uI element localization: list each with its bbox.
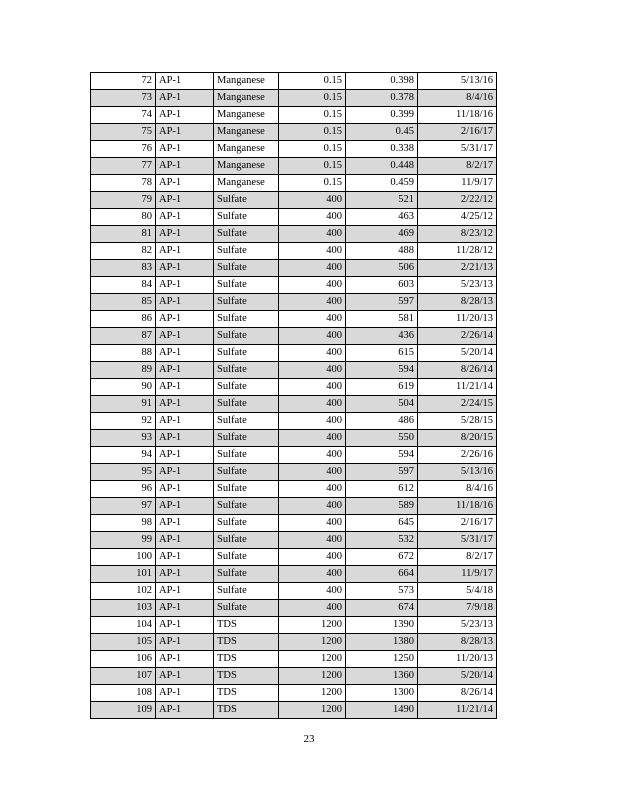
date-cell: 11/20/13 bbox=[418, 651, 497, 668]
parameter-cell: Manganese bbox=[214, 175, 279, 192]
table-row bbox=[91, 600, 497, 617]
date-cell: 11/20/13 bbox=[418, 311, 497, 328]
result-cell: 0.378 bbox=[346, 90, 418, 107]
well-cell: AP-1 bbox=[156, 566, 214, 583]
well-cell: AP-1 bbox=[156, 311, 214, 328]
parameter-cell: Sulfate bbox=[214, 209, 279, 226]
row-number-cell: 88 bbox=[91, 345, 156, 362]
table-row bbox=[91, 515, 497, 532]
result-cell: 463 bbox=[346, 209, 418, 226]
well-cell: AP-1 bbox=[156, 532, 214, 549]
well-cell: AP-1 bbox=[156, 447, 214, 464]
standard-cell: 1200 bbox=[279, 685, 346, 702]
result-cell: 550 bbox=[346, 430, 418, 447]
parameter-cell: Sulfate bbox=[214, 379, 279, 396]
well-cell: AP-1 bbox=[156, 226, 214, 243]
date-cell: 8/23/12 bbox=[418, 226, 497, 243]
well-cell: AP-1 bbox=[156, 107, 214, 124]
row-number-cell: 97 bbox=[91, 498, 156, 515]
result-cell: 672 bbox=[346, 549, 418, 566]
well-cell: AP-1 bbox=[156, 396, 214, 413]
row-number-cell: 96 bbox=[91, 481, 156, 498]
date-cell: 7/9/18 bbox=[418, 600, 497, 617]
table-row bbox=[91, 90, 497, 107]
date-cell: 5/28/15 bbox=[418, 413, 497, 430]
result-cell: 594 bbox=[346, 362, 418, 379]
parameter-cell: TDS bbox=[214, 651, 279, 668]
result-cell: 619 bbox=[346, 379, 418, 396]
date-cell: 8/28/13 bbox=[418, 294, 497, 311]
standard-cell: 400 bbox=[279, 243, 346, 260]
table-row bbox=[91, 566, 497, 583]
parameter-cell: Sulfate bbox=[214, 362, 279, 379]
well-cell: AP-1 bbox=[156, 668, 214, 685]
table-row bbox=[91, 532, 497, 549]
well-cell: AP-1 bbox=[156, 277, 214, 294]
well-cell: AP-1 bbox=[156, 73, 214, 90]
date-cell: 2/26/14 bbox=[418, 328, 497, 345]
row-number-cell: 76 bbox=[91, 141, 156, 158]
standard-cell: 400 bbox=[279, 362, 346, 379]
row-number-cell: 78 bbox=[91, 175, 156, 192]
parameter-cell: Sulfate bbox=[214, 277, 279, 294]
result-cell: 597 bbox=[346, 294, 418, 311]
date-cell: 8/4/16 bbox=[418, 90, 497, 107]
date-cell: 5/4/18 bbox=[418, 583, 497, 600]
result-cell: 1390 bbox=[346, 617, 418, 634]
table-row bbox=[91, 685, 497, 702]
well-cell: AP-1 bbox=[156, 583, 214, 600]
row-number-cell: 94 bbox=[91, 447, 156, 464]
table-row bbox=[91, 124, 497, 141]
result-cell: 589 bbox=[346, 498, 418, 515]
result-cell: 1300 bbox=[346, 685, 418, 702]
table-row bbox=[91, 634, 497, 651]
date-cell: 5/13/16 bbox=[418, 73, 497, 90]
standard-cell: 0.15 bbox=[279, 141, 346, 158]
table-row bbox=[91, 396, 497, 413]
standard-cell: 400 bbox=[279, 379, 346, 396]
well-cell: AP-1 bbox=[156, 515, 214, 532]
parameter-cell: TDS bbox=[214, 685, 279, 702]
standard-cell: 1200 bbox=[279, 634, 346, 651]
parameter-cell: TDS bbox=[214, 617, 279, 634]
standard-cell: 0.15 bbox=[279, 90, 346, 107]
result-cell: 506 bbox=[346, 260, 418, 277]
date-cell: 11/9/17 bbox=[418, 566, 497, 583]
row-number-cell: 73 bbox=[91, 90, 156, 107]
date-cell: 2/22/12 bbox=[418, 192, 497, 209]
result-cell: 597 bbox=[346, 464, 418, 481]
table-row bbox=[91, 481, 497, 498]
row-number-cell: 95 bbox=[91, 464, 156, 481]
well-cell: AP-1 bbox=[156, 141, 214, 158]
row-number-cell: 107 bbox=[91, 668, 156, 685]
standard-cell: 400 bbox=[279, 481, 346, 498]
date-cell: 5/20/14 bbox=[418, 345, 497, 362]
row-number-cell: 80 bbox=[91, 209, 156, 226]
parameter-cell: Manganese bbox=[214, 90, 279, 107]
standard-cell: 400 bbox=[279, 328, 346, 345]
well-cell: AP-1 bbox=[156, 634, 214, 651]
standard-cell: 400 bbox=[279, 583, 346, 600]
row-number-cell: 79 bbox=[91, 192, 156, 209]
parameter-cell: Manganese bbox=[214, 73, 279, 90]
row-number-cell: 92 bbox=[91, 413, 156, 430]
table-row bbox=[91, 345, 497, 362]
table-row bbox=[91, 311, 497, 328]
date-cell: 2/16/17 bbox=[418, 124, 497, 141]
table-row bbox=[91, 107, 497, 124]
standard-cell: 1200 bbox=[279, 617, 346, 634]
result-cell: 0.459 bbox=[346, 175, 418, 192]
table-row bbox=[91, 617, 497, 634]
result-cell: 521 bbox=[346, 192, 418, 209]
row-number-cell: 84 bbox=[91, 277, 156, 294]
parameter-cell: Sulfate bbox=[214, 260, 279, 277]
date-cell: 8/4/16 bbox=[418, 481, 497, 498]
table-row bbox=[91, 413, 497, 430]
well-cell: AP-1 bbox=[156, 685, 214, 702]
standard-cell: 400 bbox=[279, 277, 346, 294]
standard-cell: 400 bbox=[279, 566, 346, 583]
well-cell: AP-1 bbox=[156, 243, 214, 260]
parameter-cell: Sulfate bbox=[214, 311, 279, 328]
row-number-cell: 105 bbox=[91, 634, 156, 651]
result-cell: 573 bbox=[346, 583, 418, 600]
table-row bbox=[91, 668, 497, 685]
result-cell: 664 bbox=[346, 566, 418, 583]
row-number-cell: 108 bbox=[91, 685, 156, 702]
table-row bbox=[91, 192, 497, 209]
well-cell: AP-1 bbox=[156, 124, 214, 141]
row-number-cell: 72 bbox=[91, 73, 156, 90]
parameter-cell: Sulfate bbox=[214, 413, 279, 430]
row-number-cell: 82 bbox=[91, 243, 156, 260]
table-row bbox=[91, 702, 497, 719]
standard-cell: 400 bbox=[279, 600, 346, 617]
table-body bbox=[91, 73, 497, 719]
table-row bbox=[91, 294, 497, 311]
date-cell: 8/20/15 bbox=[418, 430, 497, 447]
standard-cell: 400 bbox=[279, 549, 346, 566]
date-cell: 11/9/17 bbox=[418, 175, 497, 192]
well-cell: AP-1 bbox=[156, 362, 214, 379]
well-cell: AP-1 bbox=[156, 481, 214, 498]
well-cell: AP-1 bbox=[156, 328, 214, 345]
row-number-cell: 99 bbox=[91, 532, 156, 549]
standard-cell: 400 bbox=[279, 192, 346, 209]
well-cell: AP-1 bbox=[156, 600, 214, 617]
row-number-cell: 104 bbox=[91, 617, 156, 634]
table-row bbox=[91, 141, 497, 158]
standard-cell: 0.15 bbox=[279, 73, 346, 90]
parameter-cell: Sulfate bbox=[214, 430, 279, 447]
parameter-cell: Manganese bbox=[214, 158, 279, 175]
parameter-cell: Sulfate bbox=[214, 328, 279, 345]
standard-cell: 400 bbox=[279, 209, 346, 226]
result-cell: 1490 bbox=[346, 702, 418, 719]
table-row bbox=[91, 209, 497, 226]
standard-cell: 400 bbox=[279, 294, 346, 311]
row-number-cell: 91 bbox=[91, 396, 156, 413]
result-cell: 532 bbox=[346, 532, 418, 549]
date-cell: 5/31/17 bbox=[418, 532, 497, 549]
standard-cell: 0.15 bbox=[279, 124, 346, 141]
row-number-cell: 101 bbox=[91, 566, 156, 583]
date-cell: 11/21/14 bbox=[418, 379, 497, 396]
table-row bbox=[91, 651, 497, 668]
date-cell: 8/28/13 bbox=[418, 634, 497, 651]
result-cell: 469 bbox=[346, 226, 418, 243]
table-row bbox=[91, 277, 497, 294]
row-number-cell: 81 bbox=[91, 226, 156, 243]
row-number-cell: 85 bbox=[91, 294, 156, 311]
standard-cell: 0.15 bbox=[279, 175, 346, 192]
table-row bbox=[91, 175, 497, 192]
row-number-cell: 87 bbox=[91, 328, 156, 345]
standard-cell: 400 bbox=[279, 260, 346, 277]
data-table bbox=[90, 72, 497, 719]
parameter-cell: Sulfate bbox=[214, 481, 279, 498]
table-row bbox=[91, 498, 497, 515]
result-cell: 1380 bbox=[346, 634, 418, 651]
page-number: 23 bbox=[303, 733, 315, 745]
date-cell: 8/2/17 bbox=[418, 549, 497, 566]
row-number-cell: 75 bbox=[91, 124, 156, 141]
result-cell: 0.448 bbox=[346, 158, 418, 175]
result-cell: 615 bbox=[346, 345, 418, 362]
result-cell: 603 bbox=[346, 277, 418, 294]
well-cell: AP-1 bbox=[156, 651, 214, 668]
date-cell: 5/23/13 bbox=[418, 277, 497, 294]
date-cell: 5/20/14 bbox=[418, 668, 497, 685]
row-number-cell: 90 bbox=[91, 379, 156, 396]
date-cell: 8/26/14 bbox=[418, 685, 497, 702]
standard-cell: 1200 bbox=[279, 651, 346, 668]
standard-cell: 400 bbox=[279, 226, 346, 243]
well-cell: AP-1 bbox=[156, 260, 214, 277]
result-cell: 436 bbox=[346, 328, 418, 345]
result-cell: 1250 bbox=[346, 651, 418, 668]
parameter-cell: Manganese bbox=[214, 107, 279, 124]
parameter-cell: Sulfate bbox=[214, 226, 279, 243]
well-cell: AP-1 bbox=[156, 549, 214, 566]
date-cell: 11/18/16 bbox=[418, 498, 497, 515]
parameter-cell: Sulfate bbox=[214, 243, 279, 260]
row-number-cell: 102 bbox=[91, 583, 156, 600]
row-number-cell: 103 bbox=[91, 600, 156, 617]
date-cell: 8/26/14 bbox=[418, 362, 497, 379]
result-cell: 504 bbox=[346, 396, 418, 413]
well-cell: AP-1 bbox=[156, 175, 214, 192]
result-cell: 486 bbox=[346, 413, 418, 430]
date-cell: 2/21/13 bbox=[418, 260, 497, 277]
standard-cell: 1200 bbox=[279, 668, 346, 685]
well-cell: AP-1 bbox=[156, 617, 214, 634]
row-number-cell: 98 bbox=[91, 515, 156, 532]
standard-cell: 400 bbox=[279, 532, 346, 549]
table-row bbox=[91, 226, 497, 243]
well-cell: AP-1 bbox=[156, 464, 214, 481]
parameter-cell: Sulfate bbox=[214, 396, 279, 413]
table-row bbox=[91, 430, 497, 447]
row-number-cell: 74 bbox=[91, 107, 156, 124]
row-number-cell: 93 bbox=[91, 430, 156, 447]
result-cell: 581 bbox=[346, 311, 418, 328]
parameter-cell: Sulfate bbox=[214, 192, 279, 209]
well-cell: AP-1 bbox=[156, 498, 214, 515]
parameter-cell: Sulfate bbox=[214, 294, 279, 311]
table-row bbox=[91, 447, 497, 464]
well-cell: AP-1 bbox=[156, 294, 214, 311]
standard-cell: 1200 bbox=[279, 702, 346, 719]
result-cell: 594 bbox=[346, 447, 418, 464]
result-cell: 488 bbox=[346, 243, 418, 260]
standard-cell: 400 bbox=[279, 413, 346, 430]
date-cell: 11/28/12 bbox=[418, 243, 497, 260]
parameter-cell: Sulfate bbox=[214, 345, 279, 362]
standard-cell: 400 bbox=[279, 498, 346, 515]
well-cell: AP-1 bbox=[156, 192, 214, 209]
parameter-cell: Manganese bbox=[214, 141, 279, 158]
date-cell: 2/16/17 bbox=[418, 515, 497, 532]
well-cell: AP-1 bbox=[156, 209, 214, 226]
standard-cell: 400 bbox=[279, 396, 346, 413]
parameter-cell: Sulfate bbox=[214, 464, 279, 481]
parameter-cell: TDS bbox=[214, 668, 279, 685]
result-cell: 612 bbox=[346, 481, 418, 498]
standard-cell: 0.15 bbox=[279, 158, 346, 175]
parameter-cell: Sulfate bbox=[214, 498, 279, 515]
well-cell: AP-1 bbox=[156, 413, 214, 430]
standard-cell: 400 bbox=[279, 345, 346, 362]
date-cell: 2/24/15 bbox=[418, 396, 497, 413]
well-cell: AP-1 bbox=[156, 379, 214, 396]
well-cell: AP-1 bbox=[156, 345, 214, 362]
standard-cell: 400 bbox=[279, 447, 346, 464]
parameter-cell: Sulfate bbox=[214, 566, 279, 583]
parameter-cell: Sulfate bbox=[214, 549, 279, 566]
result-cell: 1360 bbox=[346, 668, 418, 685]
table-row bbox=[91, 243, 497, 260]
standard-cell: 400 bbox=[279, 515, 346, 532]
parameter-cell: Sulfate bbox=[214, 532, 279, 549]
parameter-cell: TDS bbox=[214, 702, 279, 719]
well-cell: AP-1 bbox=[156, 158, 214, 175]
row-number-cell: 106 bbox=[91, 651, 156, 668]
table-row bbox=[91, 583, 497, 600]
well-cell: AP-1 bbox=[156, 430, 214, 447]
standard-cell: 400 bbox=[279, 311, 346, 328]
row-number-cell: 100 bbox=[91, 549, 156, 566]
table-row bbox=[91, 362, 497, 379]
date-cell: 2/26/16 bbox=[418, 447, 497, 464]
date-cell: 11/21/14 bbox=[418, 702, 497, 719]
date-cell: 8/2/17 bbox=[418, 158, 497, 175]
result-cell: 0.398 bbox=[346, 73, 418, 90]
row-number-cell: 89 bbox=[91, 362, 156, 379]
date-cell: 5/23/13 bbox=[418, 617, 497, 634]
parameter-cell: TDS bbox=[214, 634, 279, 651]
result-cell: 674 bbox=[346, 600, 418, 617]
standard-cell: 400 bbox=[279, 464, 346, 481]
table-row bbox=[91, 379, 497, 396]
table-row bbox=[91, 73, 497, 90]
row-number-cell: 86 bbox=[91, 311, 156, 328]
row-number-cell: 77 bbox=[91, 158, 156, 175]
row-number-cell: 83 bbox=[91, 260, 156, 277]
parameter-cell: Sulfate bbox=[214, 583, 279, 600]
row-number-cell: 109 bbox=[91, 702, 156, 719]
date-cell: 11/18/16 bbox=[418, 107, 497, 124]
date-cell: 4/25/12 bbox=[418, 209, 497, 226]
parameter-cell: Sulfate bbox=[214, 447, 279, 464]
table-row bbox=[91, 549, 497, 566]
table-row bbox=[91, 328, 497, 345]
parameter-cell: Sulfate bbox=[214, 600, 279, 617]
date-cell: 5/13/16 bbox=[418, 464, 497, 481]
result-cell: 0.45 bbox=[346, 124, 418, 141]
well-cell: AP-1 bbox=[156, 702, 214, 719]
table-row bbox=[91, 464, 497, 481]
table-row bbox=[91, 260, 497, 277]
standard-cell: 400 bbox=[279, 430, 346, 447]
parameter-cell: Sulfate bbox=[214, 515, 279, 532]
date-cell: 5/31/17 bbox=[418, 141, 497, 158]
result-cell: 0.338 bbox=[346, 141, 418, 158]
standard-cell: 0.15 bbox=[279, 107, 346, 124]
parameter-cell: Manganese bbox=[214, 124, 279, 141]
table-row bbox=[91, 158, 497, 175]
well-cell: AP-1 bbox=[156, 90, 214, 107]
result-cell: 645 bbox=[346, 515, 418, 532]
result-cell: 0.399 bbox=[346, 107, 418, 124]
